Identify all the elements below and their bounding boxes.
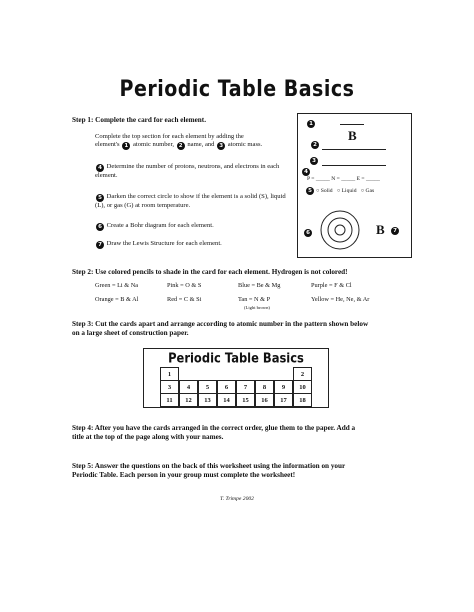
element-cell: 8 — [255, 380, 274, 394]
element-cell: 1 — [160, 367, 179, 381]
step1-p1-line2 — [95, 141, 291, 150]
step5-line1: Step 5: Answer the questions on the back of this worksheet using the information on your — [72, 462, 346, 470]
step1-p3-text: Darken the correct circle to show if the element is a solid (S), liquid (L), or gas (G) at room temperature. — [95, 193, 286, 209]
step1-p4-text: Create a Bohr diagram for each element. — [106, 222, 214, 229]
page-title: Periodic Table Basics — [119, 76, 355, 102]
step1-paragraph-bohr — [95, 222, 291, 231]
step1-p1-text-b: element's — [95, 141, 120, 149]
element-name-line — [322, 149, 386, 150]
card-marker-6-icon: 6 — [304, 229, 312, 237]
element-cell: 9 — [274, 380, 293, 394]
step1-p5-text: Draw the Lewis Structure for each element. — [106, 240, 222, 247]
key-blue: Blue = Be & Mg — [238, 282, 281, 289]
element-cell: 10 — [293, 380, 312, 394]
card-marker-5-icon: 5 — [306, 187, 314, 195]
atomic-number-line — [340, 124, 364, 125]
gas-option[interactable]: ○ Gas — [360, 188, 375, 194]
element-cell: 15 — [236, 393, 255, 407]
element-cell: 11 — [160, 393, 179, 407]
element-cell: 17 — [274, 393, 293, 407]
liquid-option[interactable]: ○ Liquid — [336, 188, 357, 194]
step1-paragraph-particles — [95, 163, 291, 180]
step1-p1-line1: Complete the top section for each element by adding the — [95, 133, 244, 140]
key-green: Green = Li & Na — [95, 282, 139, 289]
card-marker-1-icon: 1 — [307, 120, 315, 128]
step3-line1: Step 3: Cut the cards apart and arrange according to atomic number in the pattern shown below — [72, 320, 369, 328]
gas-label: Gas — [365, 188, 375, 194]
step5-line2: Periodic Table. Each person in your group must complete the worksheet! — [72, 471, 296, 479]
card-lewis-symbol: B — [376, 222, 385, 237]
marker-7-icon: 7 — [96, 241, 104, 249]
element-cell: 13 — [198, 393, 217, 407]
marker-4-icon: 4 — [96, 164, 104, 172]
marker-1-icon: 1 — [122, 142, 130, 150]
key-purple: Purple = F & Cl — [311, 282, 352, 289]
tan-note: (Light brown) — [244, 305, 270, 310]
element-cell: 14 — [217, 393, 236, 407]
solid-option[interactable]: ○ Solid — [316, 188, 333, 194]
marker-2-icon: 2 — [177, 142, 185, 150]
mini-table-title: Periodic Table Basics — [168, 350, 304, 366]
step1-paragraph-top-section — [95, 133, 291, 150]
key-yellow: Yellow = He, Ne, & Ar — [311, 296, 370, 303]
mini-periodic-table — [143, 348, 329, 408]
card-marker-3-icon: 3 — [310, 157, 318, 165]
element-cell: 3 — [160, 380, 179, 394]
element-cell: 7 — [236, 380, 255, 394]
step1-paragraph-state — [95, 193, 291, 210]
element-cell: 2 — [293, 367, 312, 381]
step4-line1: Step 4: After you have the cards arranged in the correct order, glue them to the paper. Add a — [72, 424, 356, 432]
sample-element-card — [297, 113, 412, 258]
pne-blanks: P = _____ N = _____ E = _____ — [307, 176, 380, 182]
step3-line2: on a large sheet of construction paper. — [72, 329, 189, 337]
step2-heading: Step 2: Use colored pencils to shade in the card for each element. Hydrogen is not colored! — [72, 268, 348, 276]
key-red: Red = C & Si — [167, 296, 202, 303]
step1-heading: Step 1: Complete the card for each element. — [72, 116, 206, 124]
state-options — [316, 188, 374, 194]
card-marker-4-icon: 4 — [302, 168, 310, 176]
element-cell: 16 — [255, 393, 274, 407]
element-cell: 12 — [179, 393, 198, 407]
step1-p1-text-d: name, and — [187, 141, 215, 149]
step4-line2: title at the top of the page along with your names. — [72, 433, 224, 441]
step1-p2-text: Determine the number of protons, neutrons, and electrons in each element. — [95, 163, 280, 179]
element-cell: 5 — [198, 380, 217, 394]
card-symbol: B — [348, 128, 357, 143]
marker-3-icon: 3 — [217, 142, 225, 150]
atomic-mass-line — [322, 165, 386, 166]
marker-5-icon: 5 — [96, 194, 104, 202]
key-tan: Tan = N & P — [238, 296, 271, 303]
bohr-diagram-icon — [318, 208, 362, 252]
key-orange: Orange = B & Al — [95, 296, 139, 303]
step1-p1-text-e: atomic mass. — [227, 141, 263, 149]
step1-paragraph-lewis — [95, 240, 291, 249]
marker-6-icon: 6 — [96, 223, 104, 231]
key-pink: Pink = O & S — [167, 282, 202, 289]
solid-label: Solid — [320, 188, 333, 194]
element-cell: 6 — [217, 380, 236, 394]
card-marker-7-icon: 7 — [391, 227, 399, 235]
element-cell: 4 — [179, 380, 198, 394]
liquid-label: Liquid — [341, 188, 357, 194]
step1-p1-text-c: atomic number, — [132, 141, 175, 149]
card-marker-2-icon: 2 — [311, 141, 319, 149]
author-credit: T. Trimpe 2002 — [220, 496, 254, 502]
element-cell: 18 — [293, 393, 312, 407]
